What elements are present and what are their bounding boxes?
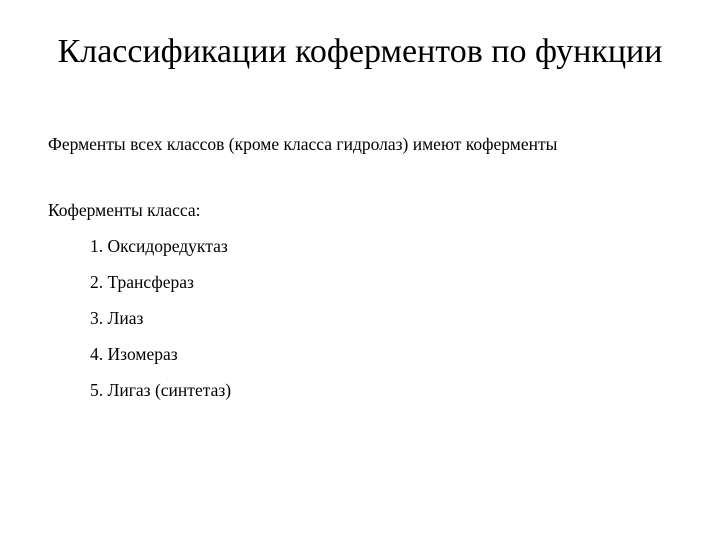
list-item-isomerase: 4. Изомераз	[90, 344, 178, 364]
slide-title: Классификации коферментов по функции	[57, 33, 663, 70]
intro-text: Ферменты всех классов (кроме класса гидролаз) имеют коферменты	[48, 134, 558, 154]
list-heading: Коферменты класса:	[48, 200, 201, 220]
list-item-oxidoreductase: 1. Оксидоредуктаз	[90, 236, 228, 256]
list-item-ligase: 5. Лигаз (синтетаз)	[90, 380, 232, 400]
list-item-lyase: 3. Лиаз	[90, 308, 144, 328]
list-item-transferase: 2. Трансфераз	[90, 272, 194, 292]
enzyme-class-list	[90, 234, 231, 414]
